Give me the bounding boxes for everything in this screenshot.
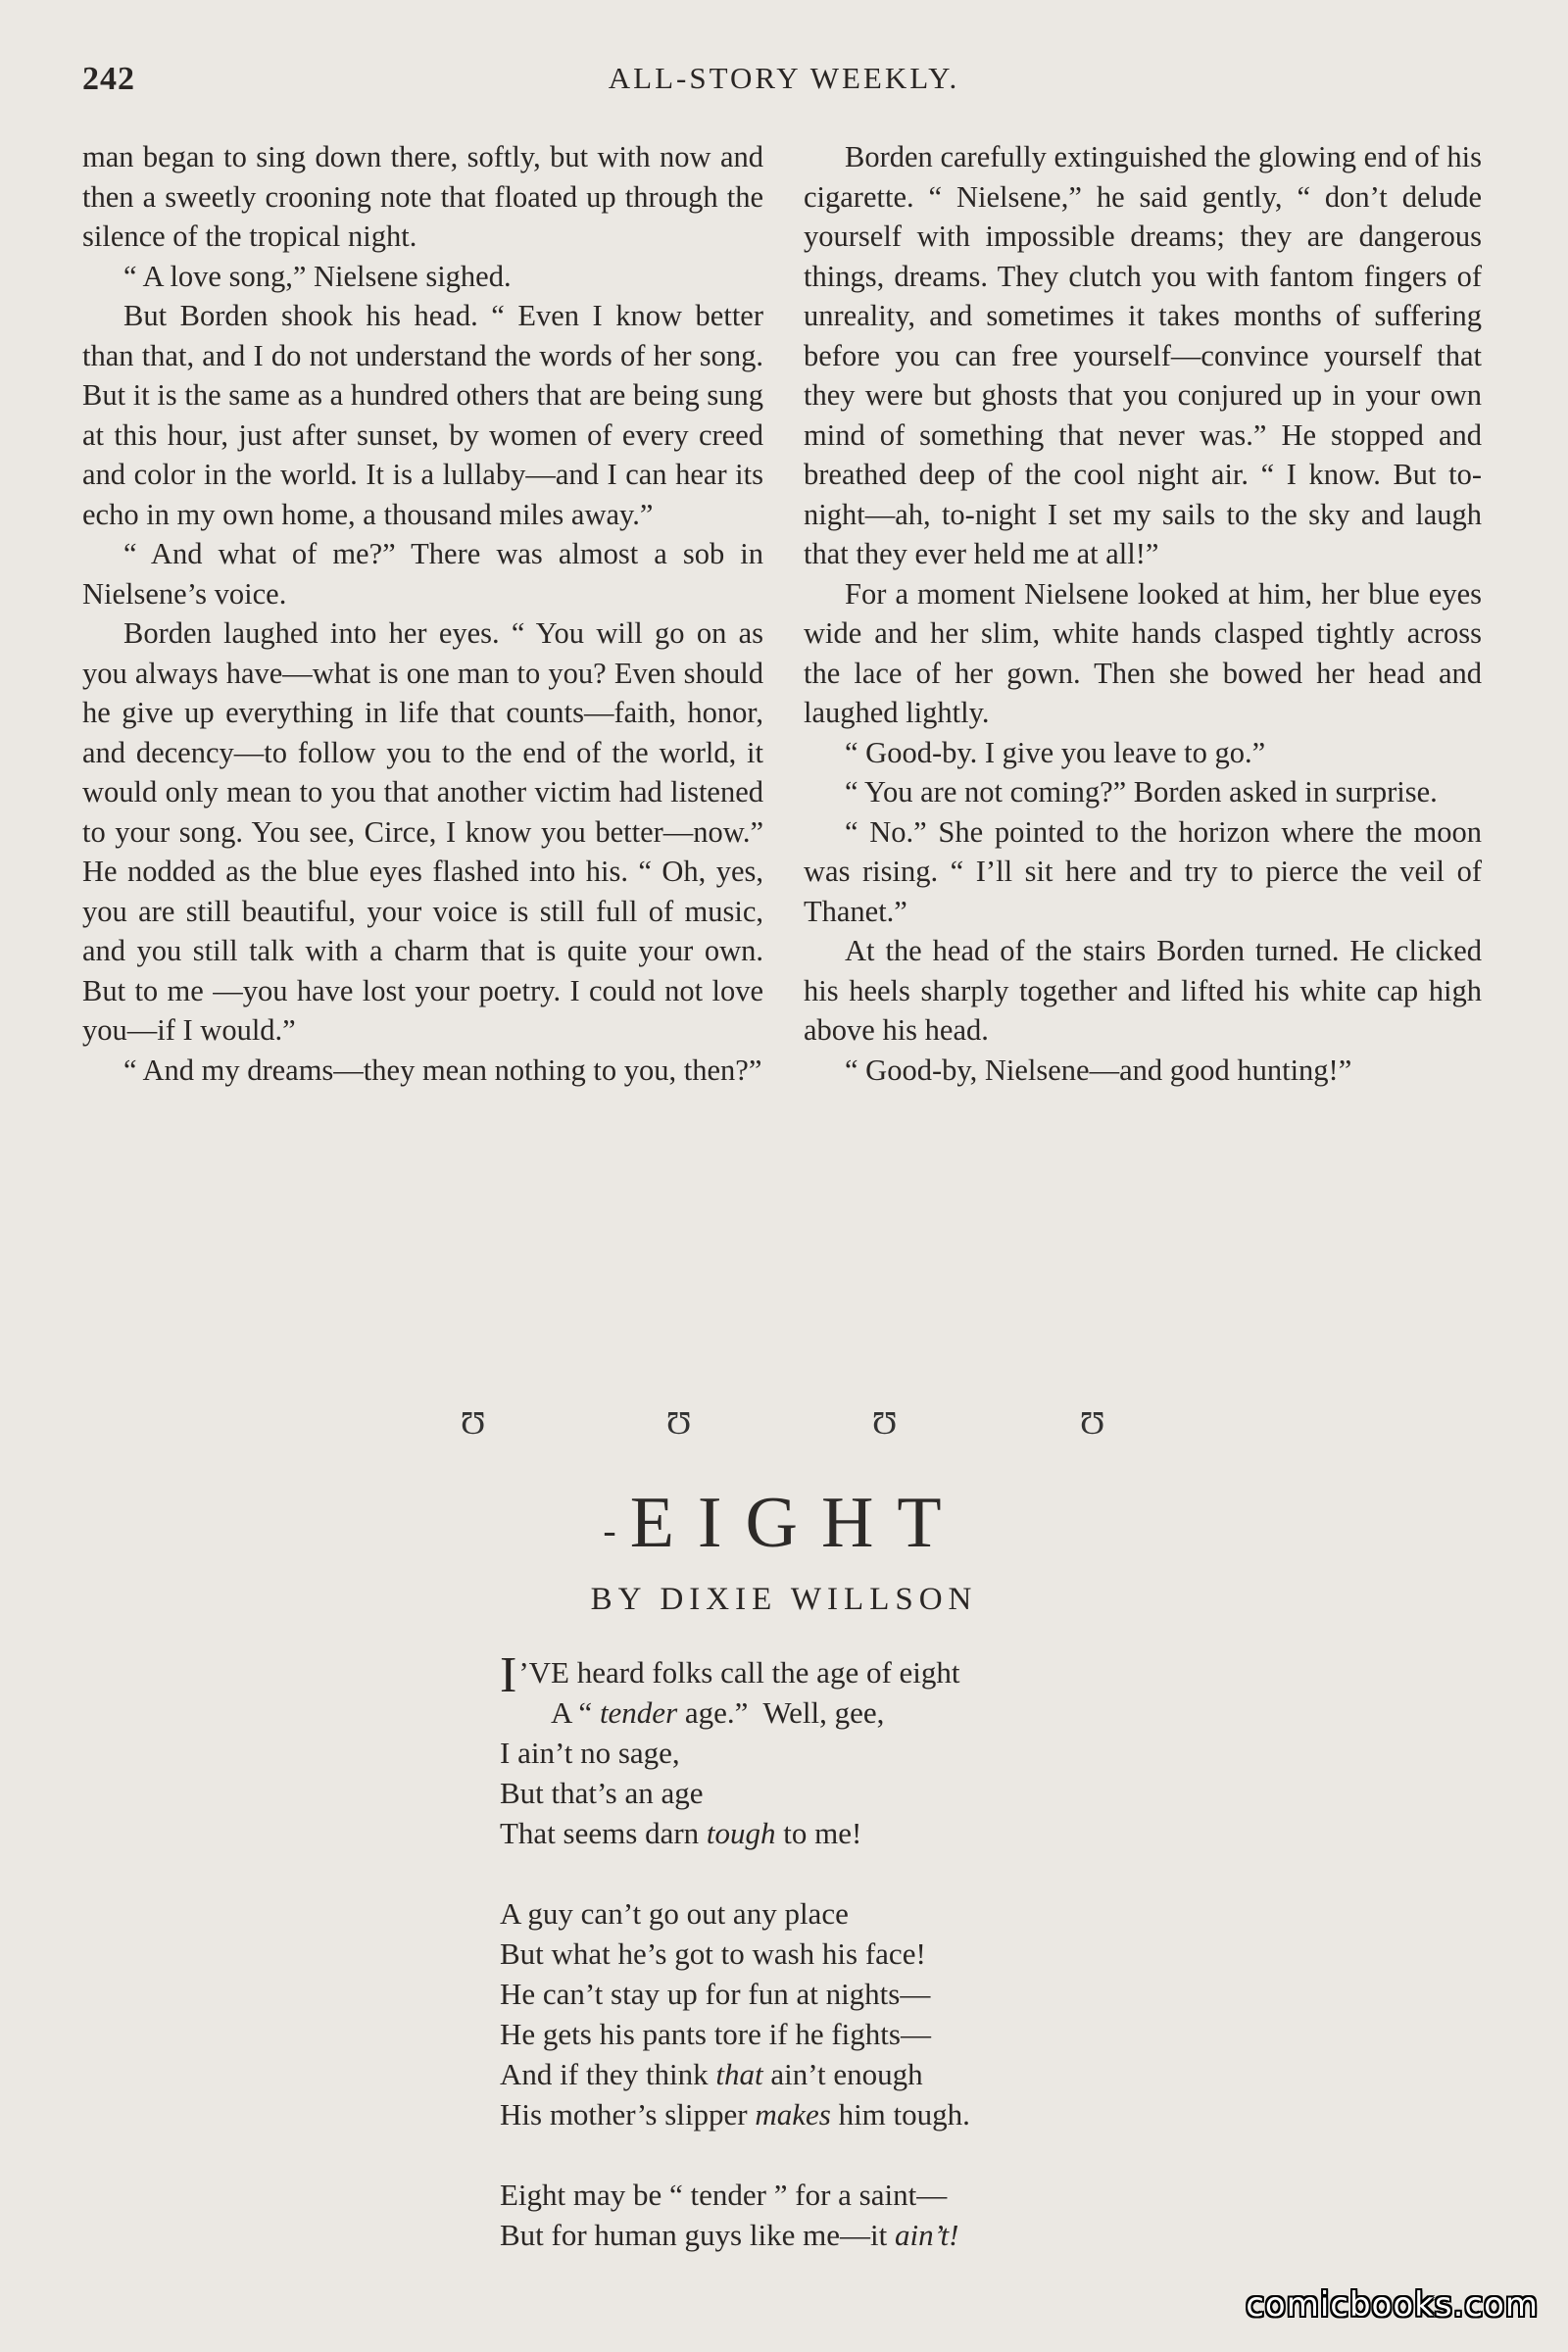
stanza [500,1647,1205,1853]
right-story-column [804,137,1482,1090]
magazine-title: ALL-STORY WEEKLY. [608,61,960,95]
poem-line: I ain’t no sage, [500,1736,680,1770]
paragraph: “ Good-by, Nielsene—and good hunting!” [845,1053,1352,1087]
poem-title-text: EIGHT [629,1483,965,1563]
ornament-icon: Ʊ [872,1405,898,1442]
poem-line: But what he’s got to wash his face! [500,1936,926,1971]
paragraph: At the head of the stairs Borden turned. He clicked his heels sharply together and lifted his white cap high above his head. [804,934,1482,1047]
poem-line: His mother’s slipper makes him tough. [500,2097,970,2132]
ornament-icon: Ʊ [461,1405,486,1442]
paragraph: man began to sing down there, softly, but with now and then a sweetly crooning note that floated up through the silence of the tropical night. [82,140,763,253]
paragraph: But Borden shook his head. “ Even I know better than that, and I do not understand the words of her song. But it is the same as a hundred others that are being sung at this hour, just after sunset, by women of every creed and color in the world. It is a lullaby—and I can hear its echo in my own home, a thousand miles away.” [82,299,763,531]
drop-cap: I [500,1647,517,1703]
poem-line: He can’t stay up for fun at nights— [500,1977,931,2011]
poem-byline: BY DIXIE WILLSON [590,1582,978,1617]
paragraph: Borden laughed into her eyes. “ You will go on as you always have—what is one man to you? Even should he give up everything in life that counts—faith, honor, and decency—to follow you to the end of the world, it would only mean to you that another victim had listened to your song. You see, Circe, I know you better—now.” He nodded as the blue eyes flashed into his. “ Oh, yes, you are still beautiful, your voice is still full of music, and you still talk with a charm that is quite your own. But to me —you have lost your poetry. I could not love you—if I would.” [82,616,763,1047]
poem-line: A guy can’t go out any place [500,1896,849,1931]
stanza [500,2175,1205,2255]
poem-line: A “ tender age.” Well, gee, [551,1695,885,1730]
poem-title: - EIGHT [603,1483,965,1563]
poem-line: He gets his pants tore if he fights— [500,2017,931,2051]
paragraph: “ And what of me?” There was almost a sob in Nielsene’s voice. [82,537,763,611]
poem-line: But that’s an age [500,1776,704,1810]
paragraph: “ Good-by. I give you leave to go.” [845,735,1266,769]
stanza [500,1893,1205,2134]
poem-line: That seems darn tough to me! [500,1816,862,1850]
ornament-icon: Ʊ [666,1405,692,1442]
watermark-logo: comicbooks.com [1246,2285,1539,2325]
paragraph: “ No.” She pointed to the horizon where the moon was rising. “ I’ll sit here and try to pierce the veil of Thanet.” [804,814,1482,928]
paragraph: For a moment Nielsene looked at him, her blue eyes wide and her slim, white hands clasped tightly across the lace of her gown. Then she bowed her head and laughed lightly. [804,576,1482,729]
left-story-column [82,137,763,1090]
poem-line: But for human guys like me—it ain’t! [500,2218,959,2252]
section-divider [461,1405,1127,1448]
page-number: 242 [82,61,135,97]
page-header [82,61,1486,110]
poem-line: Eight may be “ tender ” for a saint— [500,2178,948,2212]
poem-line: And if they think that ain’t enough [500,2057,923,2091]
ornament-icon: Ʊ [1080,1405,1105,1442]
paragraph: “ And my dreams—they mean nothing to you, then?” [123,1053,762,1087]
poem-body [500,1647,1205,2295]
paragraph: “ You are not coming?” Borden asked in surprise. [845,775,1438,808]
paragraph: “ A love song,” Nielsene sighed. [123,259,512,293]
paragraph: Borden carefully extinguished the glowing end of his cigarette. “ Nielsene,” he said gently, “ don’t delude yourself with impossible dreams; they are dangerous things, dreams. They clutch you with fantom fingers of unreality, and sometimes it takes months of suffering before you can free yourself—convince yourself that they were but ghosts that you conjured up in your own mind of something that never was.” He stopped and breathed deep of the cool night air. “ I know. But to-night—ah, to-night I set my sails to the sky and laugh that they ever held me at all!” [804,140,1482,570]
poem-line: I ’VE heard folks call the age of eight [500,1647,960,1703]
